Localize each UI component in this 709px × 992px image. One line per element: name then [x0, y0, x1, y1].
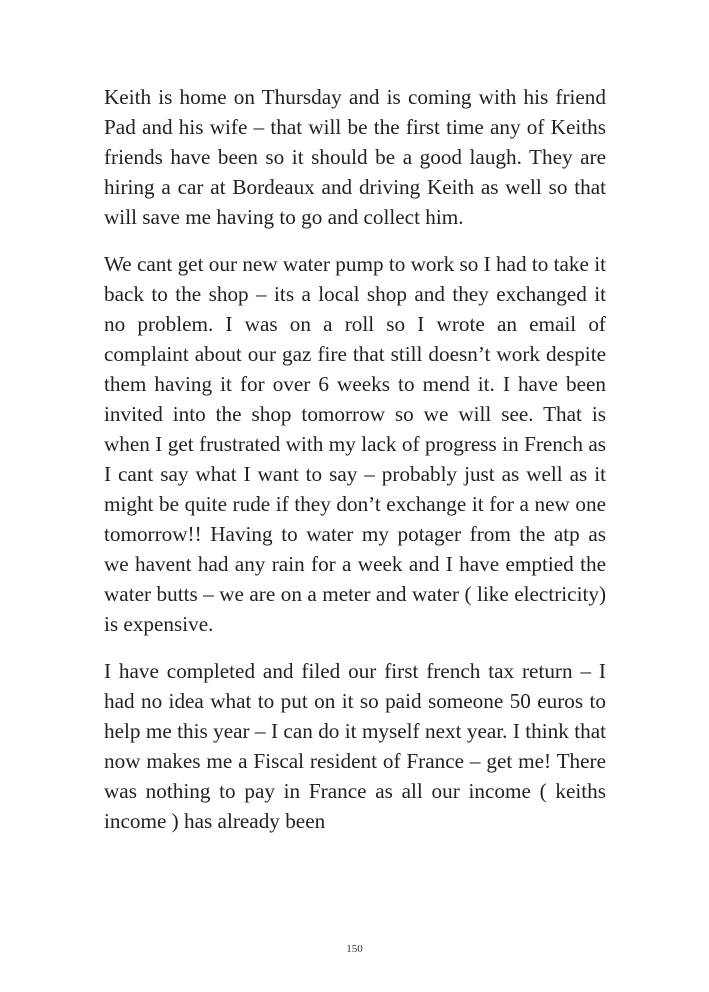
page-body [104, 82, 606, 853]
paragraph-3: I have completed and filed our first french tax return – I had no idea what to put on it so paid someone 50 euros to help me this year – I can do it myself next year. I think that now makes me a Fiscal resident of France – get me! There was nothing to pay in France as all our income ( keiths income ) has already been [104, 659, 606, 833]
paragraph-1: Keith is home on Thursday and is coming with his friend Pad and his wife – that will be the first time any of Keiths friends have been so it should be a good laugh. They are hiring a car at Bordeaux and driving Keith as well so that will save me having to go and collect him. [104, 85, 606, 229]
paragraph-2: We cant get our new water pump to work so I had to take it back to the shop – its a local shop and they exchanged it no problem. I was on a roll so I wrote an email of complaint about our gaz fire that still doesn’t work despite them having it for over 6 weeks to mend it. I have been invited into the shop tomorrow so we will see. That is when I get frustrated with my lack of progress in French as I cant say what I want to say – probably just as well as it might be quite rude if they don’t exchange it for a new one tomorrow!! Having to water my potager from the atp as we havent had any rain for a week and I have emptied the water butts – we are on a meter and water ( like electricity) is expensive. [104, 252, 606, 636]
page-number: 150 [346, 943, 363, 955]
